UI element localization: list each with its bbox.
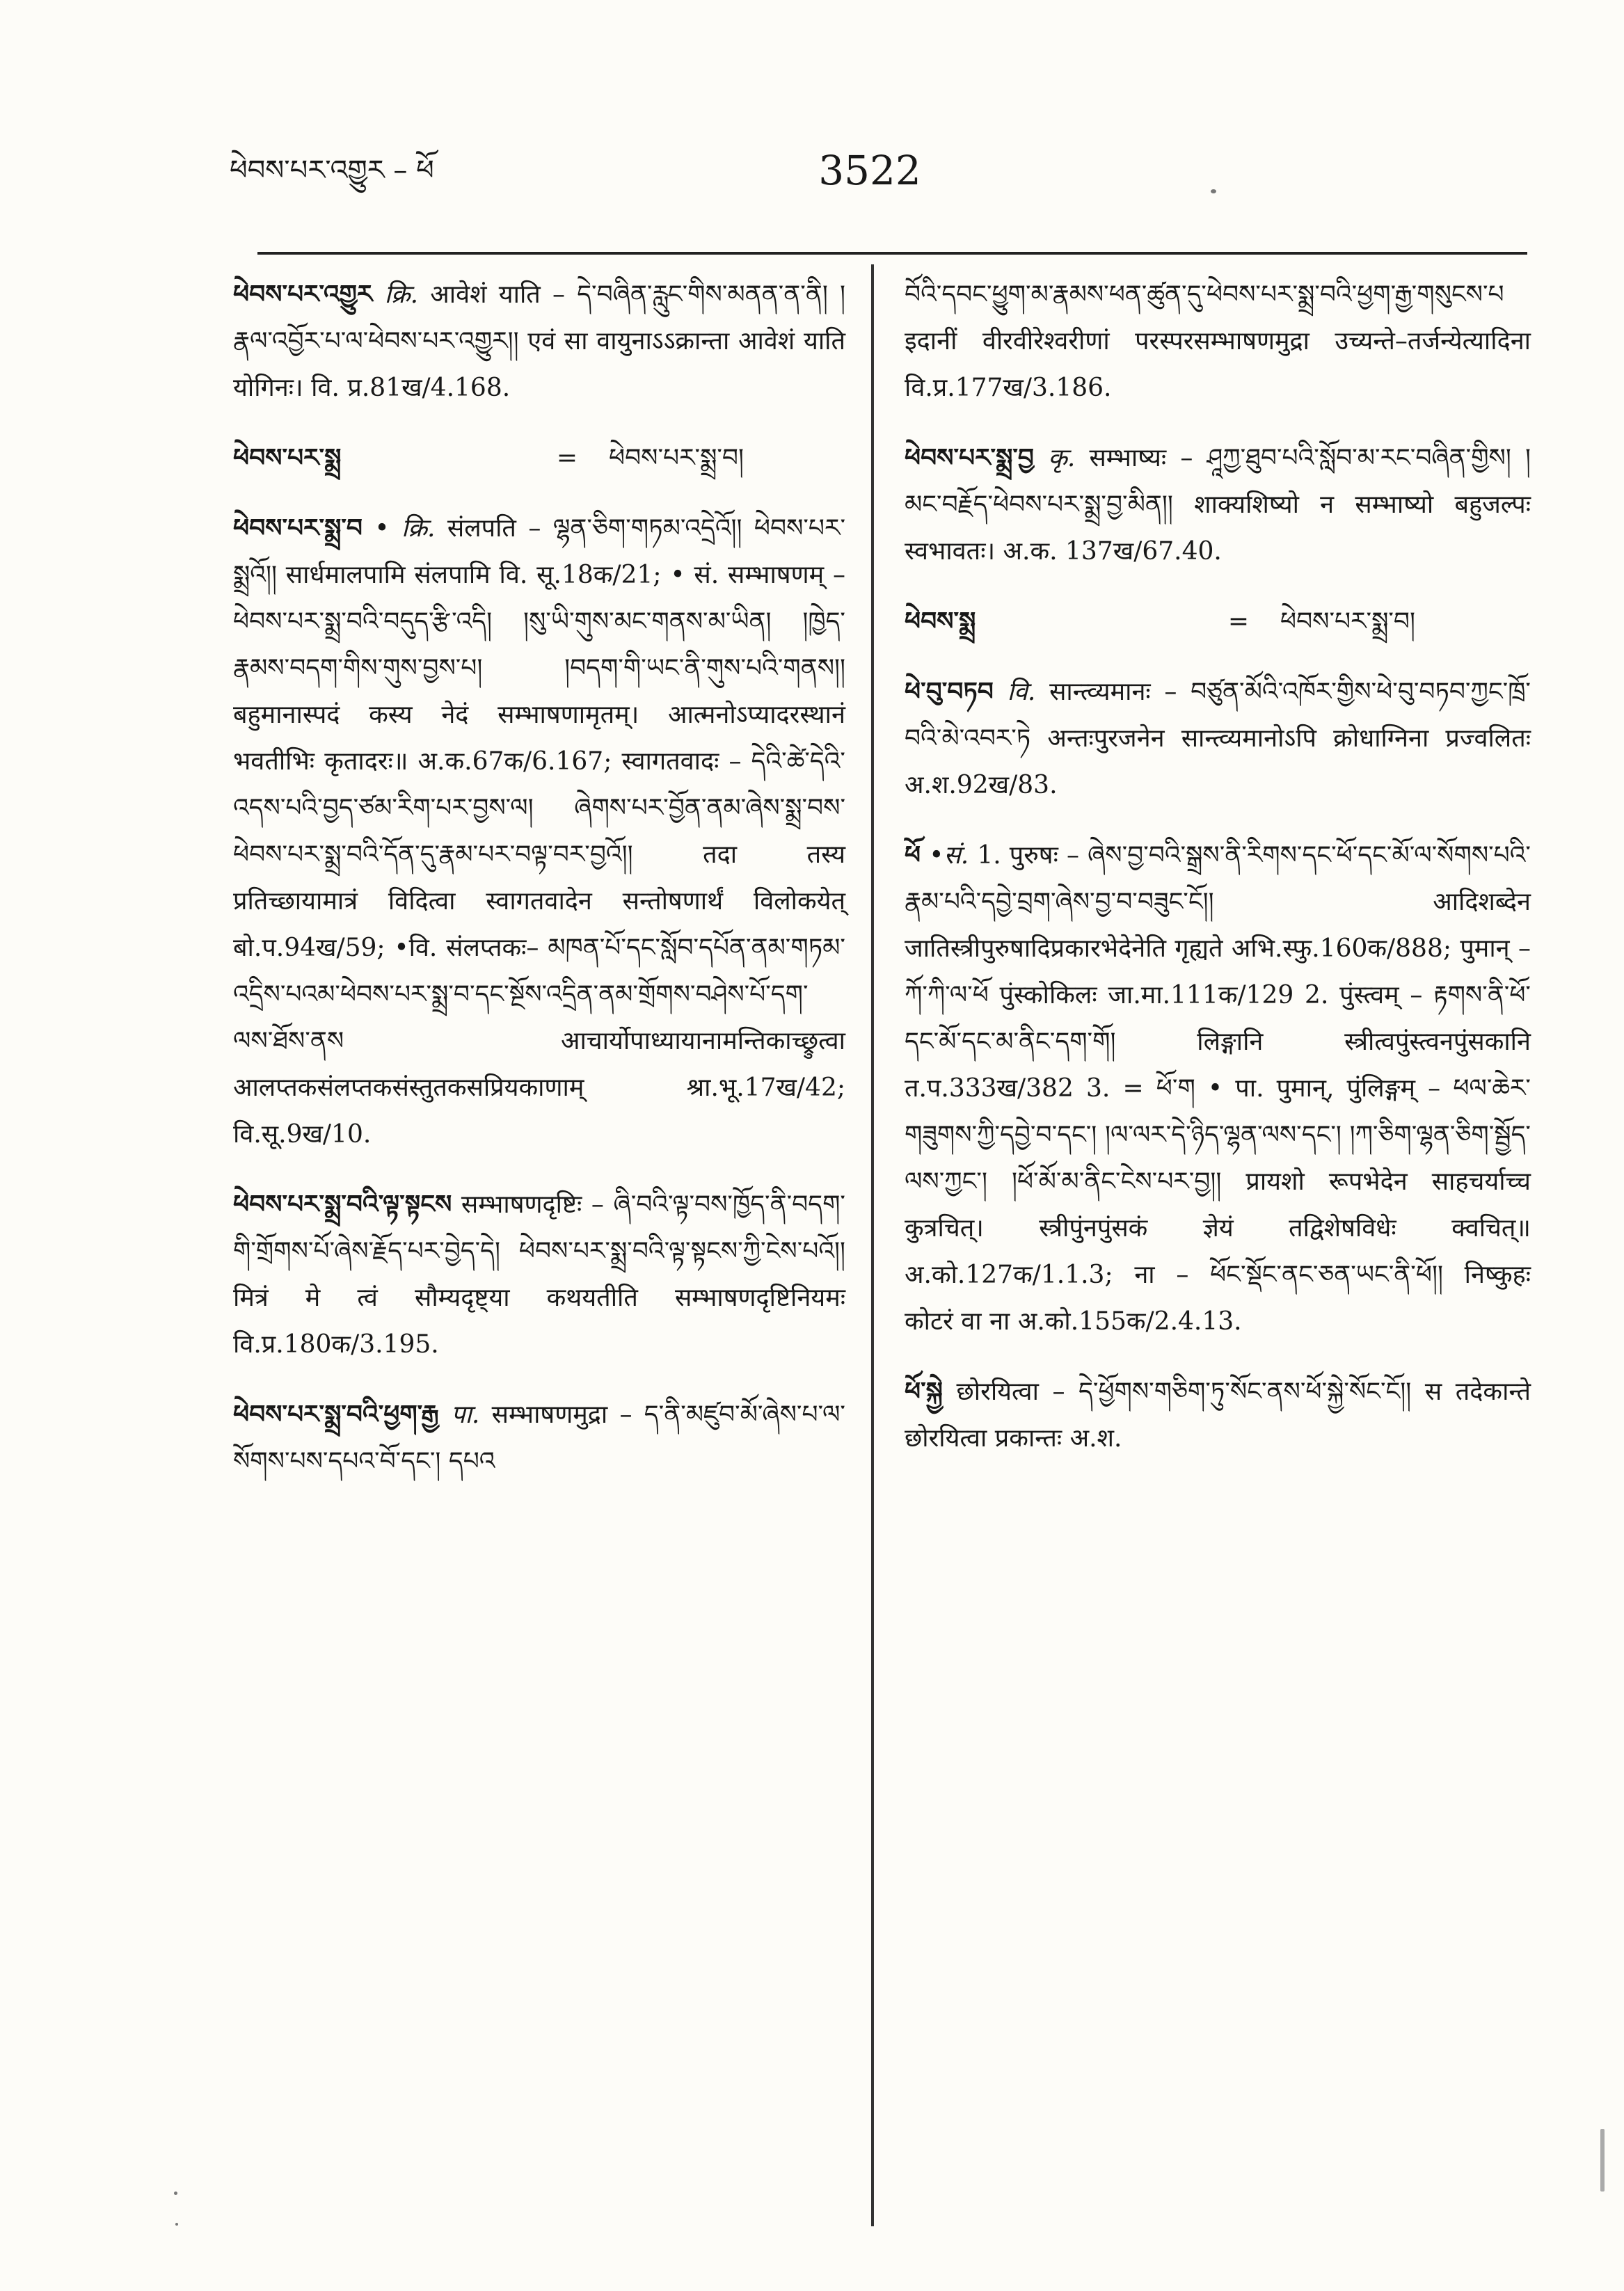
headword: ཕེབས་པར་སྨྲ — [233, 443, 342, 472]
entry — [233, 505, 845, 1158]
headword: ཕོ་སྐྱེ — [905, 1377, 943, 1406]
headword: ཕེབས་པར་འགྱུར — [233, 280, 373, 309]
part-of-speech: कृ. — [1048, 444, 1076, 472]
scan-speck — [174, 2192, 177, 2195]
headword: ཕེབས་པར་སྨྲ་བའི་ཕྱག་རྒྱ — [233, 1400, 439, 1429]
part-of-speech: वि. — [1007, 678, 1036, 706]
page-number: 3522 — [818, 147, 921, 194]
header-rule — [257, 252, 1527, 255]
headword: ཕེབས་པར་སྨྲ་བ — [233, 513, 363, 543]
headword: ཕེབས་པར་སྨྲ་བྱ — [905, 443, 1035, 472]
definition: सान्त्व्यमानः – བཙུན་མོའི་འཁོར་གྱིས་ཕེ་བུ་བཏབ་ཀྱང་ཁྲོ་བའི་མེ་འབར་ཏེ अन्तःपुरजनेन सान्त्व्यमानोऽपि क्रोधाग्निना प्रज्वलितः अ.श.92ख/83. — [905, 678, 1531, 799]
entry — [233, 271, 845, 411]
column-divider — [871, 264, 874, 2226]
scan-speck — [1211, 189, 1216, 193]
scan-speck — [1600, 2129, 1605, 2192]
entry — [233, 1181, 845, 1368]
headword: ཕེབས་སྨྲ — [905, 607, 976, 636]
equals-sign: = — [1227, 607, 1250, 636]
definition: सम्भाष्यः – ཤཱཀྱ་ཐུབ་པའི་སློབ་མ་རང་བཞིན་གྱིས། །མང་བརྗོད་ཕེབས་པར་སྨྲ་བྱ་མིན།། शाक्यशिष्यो न सम्भाष्यो बहुजल्पः स्वभावतः। अ.क. 137ख/67.40. — [905, 444, 1531, 566]
entry-continuation — [905, 271, 1531, 411]
definition: संलपति – ལྷན་ཅིག་གཏམ་འདྲེའོ།། ཕེབས་པར་སྨྲའོ།། सार्धमालपामि संलपामि वि. सू.18क/21; • सं. सम्भाषणम् – ཕེབས་པར་སྨྲ་བའི་བདུད་རྩི་འདི། །སུ་ཡི་གུས་མང་གནས་མ་ཡིན། །ཁྱེད་རྣམས་བདག་གིས་གུས་བྱས་པ། །བདག་གི་ཡང་ནི་གུས་པའི་གནས།། बहुमानास्पदं कस्य नेदं सम्भाषणामृतम्। आत्मनोऽप्यादरस्थानं भवतीभिः कृतादरः॥ अ.क.67क/6.167; स्वागतवादः – དེའི་ཚེ་དེའི་འདས་པའི་བྱད་ཙམ་རིག་པར་བྱས་ལ། ཞེགས་པར་བྱོན་ནམ་ཞེས་སྨྲ་བས་ཕེབས་པར་སྨྲ་བའི་དོན་དུ་རྣམ་པར་བལྟ་བར་བྱའོ།། तदा तस्य प्रतिच्छायामात्रं विदित्वा स्वागतवादेन सन्तोषणार्थं विलोकयेत् बो.प.94ख/59; •वि. संलप्तकः– མཁན་པོ་དང་སློབ་དཔོན་ནམ་གཏམ་འདྲིས་པའམ་ཕེབས་པར་སྨྲ་བ་དང་སྔོས་འདྲིན་ནམ་གྲོགས་བཤེས་པོ་དག་ལས་ཐོས་ནས आचार्योपाध्यायानामन्तिकाच्छ्रुत्वा आलप्तकसंलप्तकसंस्तुतकसप्रियकाणाम् श्रा.भू.17ख/42; वि.सू.9ख/10. — [233, 514, 846, 1149]
entry — [905, 435, 1531, 575]
definition: सम्भाषणमुद्रा – ད་ནི་མཛུབ་མོ་ཞེས་པ་ལ་སོགས་པས་དཔའ་བོ་དང་། དཔའ — [233, 1400, 845, 1476]
definition: བོའི་དབང་ཕྱུག་མ་རྣམས་ཕན་ཚུན་དུ་ཕེབས་པར་སྨྲ་བའི་ཕྱག་རྒྱ་གསུངས་པ इदानीं वीरवीरेश्वरीणां परस्परसम्भाषणमुद्रा उच्यन्ते–तर्जन्येत्यादिना वि.प्र.177ख/3.186. — [905, 280, 1531, 402]
entry — [905, 832, 1531, 1345]
cross-reference — [233, 435, 845, 481]
reference-target: ཕེབས་པར་སྨྲ་བ། — [609, 444, 745, 472]
part-of-speech: पा. — [451, 1400, 480, 1429]
entry — [905, 1368, 1531, 1462]
reference-target: ཕེབས་པར་སྨྲ་བ། — [1280, 607, 1416, 636]
running-head: ཕེབས་པར་འགྱུར – ཕོ — [230, 154, 434, 186]
definition: 1. पुरुषः – ཞེས་བྱ་བའི་སྒྲས་ནི་རིགས་དང་ཕོ་དང་མོ་ལ་སོགས་པའི་རྣམ་པའི་དབྱེ་བྲག་ཞེས་བྱ་བ་བཟུང་ངོ།། आदिशब्देन जातिस्त्रीपुरुषादिप्रकारभेदेनेति गृह्यते अभि.स्फु.160क/888; पुमान् – ཀོ་ཀི་ལ་ཕོ पुंस्कोकिलः जा.मा.111क/129 2. पुंस्त्वम् – རྟགས་ནི་ཕོ་དང་མོ་དང་མ་ནིང་དག་གོ། लिङ्गानि स्त्रीत्वपुंस्त्वनपुंसकानि त.प.333ख/382 3. = ཕོ་ག • पा. पुमान्, पुंलिङ्गम् – ཕལ་ཆེར་གཟུགས་ཀྱི་དབྱེ་བ་དང་། །ལ་ལར་དེ་ཉིད་ལྷན་ལས་དང་། །ཀ་ཅིག་ལྷན་ཅིག་སྦྱོད་ལས་ཀྱང་། །ཕོ་མོ་མ་ནིང་ངེས་པར་བྱ།། प्रायशो रूपभेदेन साहचर्याच्च कुत्रचित्। स्त्रीपुंनपुंसकं ज्ञेयं तद्विशेषविधेः क्वचित्॥ अ.को.127क/1.1.3; ना – ཕོང་སྡོང་ནང་ཅན་ཡང་ནི་ཕོ།། निष्कुहः कोटरं वा ना अ.को.155क/2.4.13. — [905, 841, 1531, 1336]
definition: छोरयित्वा – དེ་ཕྱོགས་གཅིག་ཏུ་སོང་ནས་ཕོ་སྐྱེ་སོང་ངོ།། स तदेकान्ते छोरयित्वा प्रकान्तः अ.श. — [905, 1378, 1531, 1453]
headword: ཕེ་བུ་བཏབ — [905, 677, 994, 706]
cross-reference — [905, 598, 1531, 645]
left-column — [233, 271, 845, 1508]
part-of-speech: क्रि. — [384, 280, 419, 309]
entry — [905, 669, 1531, 808]
part-of-speech: • क्रि. — [374, 514, 436, 543]
equals-sign: = — [556, 444, 578, 472]
scan-speck — [175, 2223, 178, 2226]
entry — [233, 1391, 845, 1485]
headword: ཕེབས་པར་སྨྲ་བའི་ལྟ་སྟངས — [233, 1190, 452, 1219]
headword: ཕོ — [905, 840, 921, 870]
definition: सम्भाषणदृष्टिः – ཞི་བའི་ལྟ་བས་ཁྱོད་ནི་བདག་གི་གྲོགས་པོ་ཞེས་རྗོད་པར་བྱེད་དེ། ཕེབས་པར་སྨྲ་བའི་ལྟ་སྟངས་ཀྱི་ངེས་པའོ།། मित्रं मे त्वं सौम्यदृष्ट्या कथयतीति सम्भाषणदृष्टिनियमः वि.प्र.180क/3.195. — [233, 1190, 845, 1359]
definition: आवेशं याति – དེ་བཞིན་རླུང་གིས་མནན་ན་ནི། །རྣལ་འབྱོར་པ་ལ་ཕེབས་པར་འགྱུར།། एवं सा वायुनाऽऽक्रान्ता आवेशं याति योगिनः। वि. प्र.81ख/4.168. — [233, 280, 845, 402]
part-of-speech: •सं. — [929, 841, 969, 870]
right-column — [905, 271, 1531, 1485]
